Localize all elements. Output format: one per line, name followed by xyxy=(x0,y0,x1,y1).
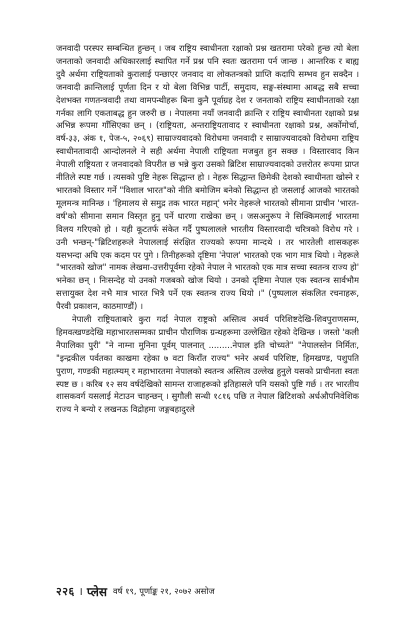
paragraph-1: जनवादी परस्पर सम्बन्धित हुन्छन् । जब राष्ट्रिय स्वाधीनता रक्षाको प्रश्न खतरामा परेको हुन्छ त्यो बेला जनताको जनवादी अधिकारलाई स्थापित गर्ने प्रश्न पनि स्वतः खतरामा पर्न जान्छ । आन्तरिक र बाह्य दुवै अर्थमा राष्ट्रियताको कुरालाई पन्छाएर जनवाद वा लोकतन्त्रको प्राप्ति कदापि सम्भव हुन सक्दैन । जनवादी क्रान्तिलाई पूर्णता दिन र यो बेला विभिन्न पार्टी, समुदाय, सङ्घ-संस्थामा आबद्ध सबै सच्चा देशभक्त गणतन्त्रवादी तथा वामपन्थीहरू बिना कुनै पूर्वाग्रह देश र जनताको राष्ट्रिय स्वाधीनताको रक्षा गर्नका लागि एकताबद्ध हुन जरुरी छ । नेपालमा नयाँ जनवादी क्रान्ति र राष्ट्रिय स्वाधीनता रक्षाको प्रश्न अभिन्न रूपमा गाँसिएका छन् । (राष्ट्रियता, अन्तराष्ट्रियतावाद र स्वाधीनता रक्षाको प्रश्न, अर्कोमोर्चा, वर्ष-३३, अंक १, पेज-५, २०६९) साम्राज्यवादको विरोधमा जनवादी र साम्राज्यवादको विरोधमा राष्ट्रिय स्वाधीनतावादी आन्दोलनले ने सही अर्थमा नेपाली राष्ट्रियता मजबुत हुन सक्छ । विस्तारवाद किन नेपाली राष्ट्रियता र जनवादको विपरीत छ भन्ने कुरा उसको ब्रिटिश साम्राज्यवादको उत्तरोतर रूपमा प्राप्त नीतिले स्पष्ट गर्छ । त्यसको पुष्टि नेहरू सिद्धान्त हो । नेहरू सिद्धान्त छिमेकी देशको स्वाधीनता खोस्ने र भारतको विस्तार गर्ने "विशाल भारत"को नीति बमोजिम बनेको सिद्धान्त हो जसलाई आजको भारतको मूलमन्त्र मानिन्छ । 'हिमालय से समुद्र तक भारत महान्' भनेर नेहरूले भारतको सीमाना प्राचीन 'भारत-वर्ष'को सीमाना समान विस्तृत हुनु पर्ने धारणा राखेका छन् । जसअनुरूप ने सिक्किमलाई भारतमा विलय गरिएको हो । यही कूटतर्फ संकेत गर्दै पुष्पलालले भारतीय विस्तारवादी चरित्रको विरोध गरे । उनी भन्छन्-"ब्रिटिशहरूले नेपाललाई संरक्षित राज्यको रूपमा मान्दथे । तर भारतेली शासकहरू यसभन्दा अघि एक कदम पर पुगे । तिनीहरूको दृष्टिमा 'नेपाल' भारतको एक भाग मात्र थियो । नेहरूले "भारतको खोज" नामक लेखमा-उत्तरीपूर्वमा रहेको नेपाल ने भारतको एक मात्र सच्चा स्वतन्त्र राज्य हो' भनेका छन् । निःसन्देह यो उनको गजबको खोज थियो । उनको दृष्टिमा नेपाल एक स्वतन्त्र सार्वभौम सत्तायुक्त देश नभै मात्र भारत भित्रै पर्ने एक स्वतन्त्र राज्य थियो ।" (पुष्पलाल संकलित रचनाहरू, पैरवी प्रकाशन, काठमाण्डौं) । xyxy=(56,43,359,312)
paragraph-2: नेपाली राष्ट्रियताबारे कुरा गर्दा नेपाल राष्ट्रको अस्तित्व अथर्व परिशिष्टदेखि-शिवपुराणसम्म, हिमवत्खण्डदेखि महाभारतसम्मका प्राचीन पौराणिक ग्रन्थहरूमा उल्लेखित रहेको देखिन्छ । जस्तो 'कली नैपालिका पुरी' "ने नाम्ना मुनिना पूर्वम् पालनात् .........नेपाल इति चोच्यते" "नेपालस्तेन निर्मितः, "इन्द्रकील पर्वतका काखमा रहेका ७ वटा किराँत राज्य" भनेर अथर्व परिशिष्ट, हिमखण्ड, पशुपति पुराण, गण्डकी महात्म्यम् र महाभारतमा नेपालको स्वतन्त्र अस्तित्व उल्लेख हुनुले यसको प्राचीनता स्वतः स्पष्ट छ । करिब १२ सय वर्षदेखिको सामन्त राजाहरूको इतिहासले पनि यसको पुष्टि गर्छ । तर भारतीय शासकवर्ग यसलाई मेटाउन चाहन्छन् । सुगौली सन्धी १८१६ पछि त नेपाल ब्रिटिशको अर्धऔपनिवेशिक राज्य ने बन्यो र लखनऊ विद्रोहमा जङ्गबहादुरले xyxy=(56,314,359,415)
footer-separator: । xyxy=(78,584,83,598)
page-number: २२६ xyxy=(56,584,75,598)
page-footer xyxy=(56,583,359,599)
article-body xyxy=(56,42,359,573)
issue-info: वर्ष १९, पूर्णाङ्क २१, २०७२ असोज xyxy=(113,585,215,596)
magazine-name: प्लेस xyxy=(86,584,108,599)
